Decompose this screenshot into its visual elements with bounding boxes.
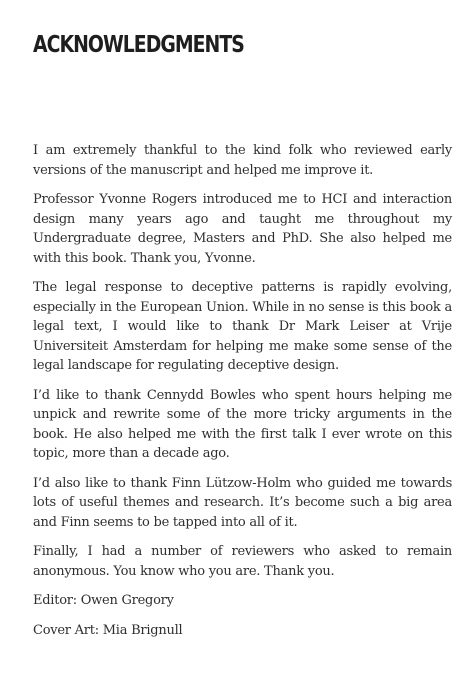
paragraph-finn-lutzow-holm: I’d also like to thank Finn Lützow-Holm who guided me towards lots of useful themes and research. It’s become such a big area and Finn seems to be tapped into all of it.	[33, 475, 452, 530]
paragraph-reviewers: I am extremely thankful to the kind folk who reviewed early versions of the manuscript and helped me improve it.	[33, 143, 452, 178]
cover-art-credit: Cover Art: Mia Brignull	[33, 622, 183, 638]
chapter-title: ACKNOWLEDGMENTS	[33, 32, 244, 58]
paragraph-yvonne-rogers: Professor Yvonne Rogers introduced me to HCI and interaction design many years ago and taught me throughout my Undergraduate degree, Masters and PhD. She also helped me with this book. Thank you, Yvonne.	[33, 192, 452, 266]
paragraph-cennydd-bowles: I’d like to thank Cennydd Bowles who spent hours helping me unpick and rewrite some of the more tricky arguments in the book. He also helped me with the first talk I ever wrote on this topic, more than a decade ago.	[33, 387, 452, 461]
editor-credit: Editor: Owen Gregory	[33, 593, 174, 608]
paragraph-legal-response: The legal response to deceptive patterns is rapidly evolving, especially in the European Union. While in no sense is this book a legal text, I would like to thank Dr Mark Leiser at Vrije Universiteit Amsterdam for helping me make some sense of the legal landscape for regulating deceptive design.	[33, 280, 452, 373]
acknowledgments-body	[33, 141, 452, 650]
paragraph-anonymous-reviewers: Finally, I had a number of reviewers who asked to remain anonymous. You know who you are. Thank you.	[33, 544, 452, 579]
